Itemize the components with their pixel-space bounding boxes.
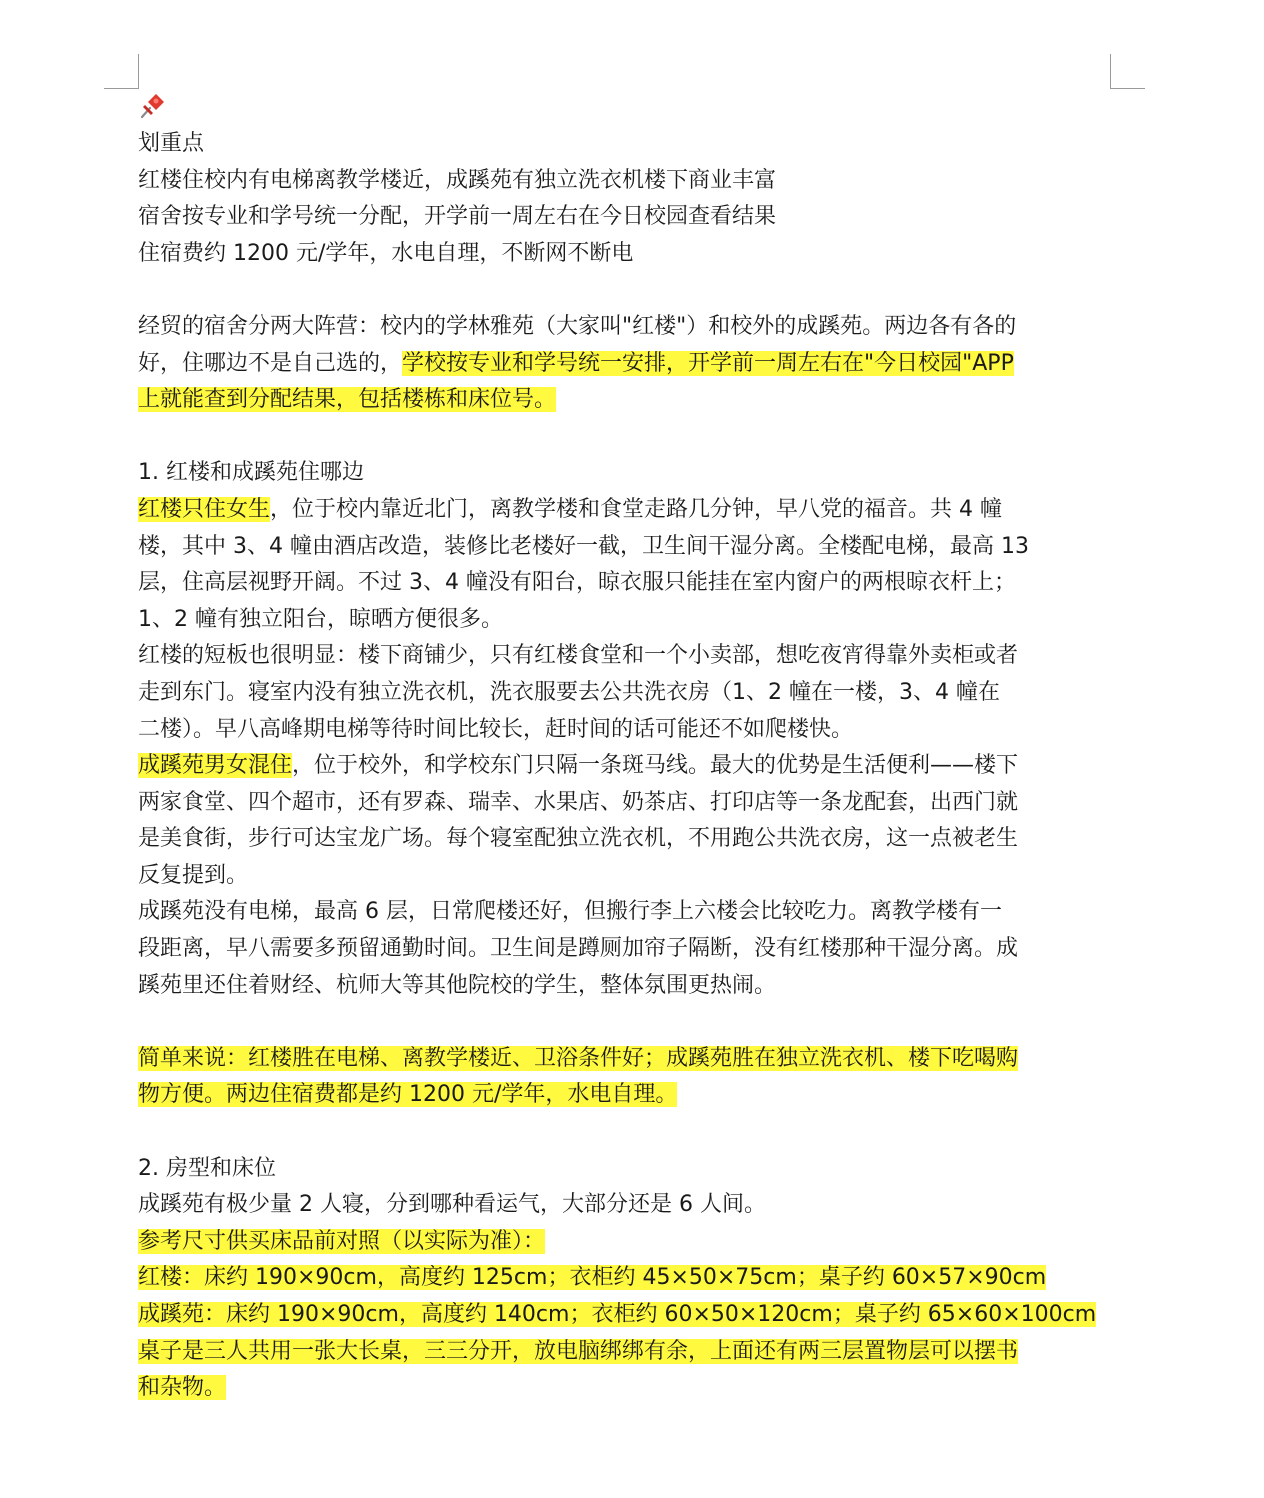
paragraph-text: ，位于校外，和学校东门只隔一条斑马线。最大的优势是生活便利——楼下 (292, 753, 1019, 779)
intro-line (138, 346, 1118, 383)
paragraph-line: 蹊苑里还住着财经、杭师大等其他院校的学生，整体氛围更热闹。 (138, 972, 777, 998)
page-corner-mark-top-left (104, 54, 139, 89)
highlighted-text: 红楼只住女生 (138, 496, 271, 522)
paragraph-line: 走到东门。寝室内没有独立洗衣机，洗衣服要去公共洗衣房（1、2 幢在一楼，3、4 幢在 (138, 679, 1000, 705)
intro-line (138, 309, 1118, 346)
pushpin-icon (138, 86, 1118, 126)
paragraph-line: 两家食堂、四个超市，还有罗森、瑞幸、水果店、奶茶店、打印店等一条龙配套，出西门就 (138, 789, 1019, 815)
intro-line (138, 382, 1118, 419)
highlighted-text: 红楼：床约 190×90cm，高度约 125cm；衣柜约 45×50×75cm；桌子约 60×57×90cm (138, 1265, 1047, 1291)
highlighted-text: 成蹊苑男女混住 (138, 753, 293, 779)
highlighted-text: 成蹊苑：床约 190×90cm，高度约 140cm；衣柜约 60×50×120cm；桌子约 65×60×100cm (138, 1302, 1097, 1327)
summary-line: 住宿费约 1200 元/学年，水电自理，不断网不断电 (138, 240, 634, 266)
conclusion-line (138, 1077, 1118, 1114)
paragraph-line: 楼，其中 3、4 幢由酒店改造，装修比老楼好一截，卫生间干湿分离。全楼配电梯，最高 13 (138, 533, 1029, 559)
desk-line (138, 1370, 1118, 1407)
highlighted-text: 和杂物。 (138, 1375, 227, 1401)
highlighted-text: 上就能查到分配结果，包括楼栋和床位号。 (138, 387, 557, 413)
paragraph-line (138, 748, 1118, 785)
paragraph-line: 二楼）。早八高峰期电梯等待时间比较长，赶时间的话可能还不如爬楼快。 (138, 716, 854, 742)
paragraph-line: 反复提到。 (138, 862, 249, 888)
paragraph-line: 成蹊苑有极少量 2 人寝，分到哪种看运气，大部分还是 6 人间。 (138, 1192, 766, 1218)
highlighted-text: 物方便。两边住宿费都是约 1200 元/学年，水电自理。 (138, 1082, 678, 1108)
summary-title: 划重点 (138, 131, 205, 156)
paragraph-line: 层，住高层视野开阔。不过 3、4 幢没有阳台，晾衣服只能挂在室内窗户的两根晾衣杆上； (138, 570, 1016, 596)
paragraph-line: 1、2 幢有独立阳台，晾晒方便很多。 (138, 606, 503, 632)
highlighted-text: 桌子是三人共用一张大长桌，三三分开，放电脑绑绑有余，上面还有两三层置物层可以摆书 (138, 1338, 1019, 1364)
paragraph-line (138, 492, 1118, 529)
desk-line (138, 1334, 1118, 1371)
highlighted-text: 参考尺寸供买床品前对照（以实际为准）： (138, 1228, 546, 1254)
reference-line (138, 1224, 1118, 1261)
highlighted-text: 简单来说：红楼胜在电梯、离教学楼近、卫浴条件好；成蹊苑胜在独立洗衣机、楼下吃喝购 (138, 1045, 1019, 1071)
paragraph-line: 段距离，早八需要多预留通勤时间。卫生间是蹲厕加帘子隔断，没有红楼那种干湿分离。成 (138, 936, 1019, 962)
intro-text: 好，住哪边不是自己选的， (138, 350, 403, 376)
paragraph-line: 成蹊苑没有电梯，最高 6 层，日常爬楼还好，但搬行李上六楼会比较吃力。离教学楼有一 (138, 899, 1002, 925)
conclusion-line (138, 1041, 1118, 1078)
paragraph-line: 红楼的短板也很明显：楼下商铺少，只有红楼食堂和一个小卖部，想吃夜宵得靠外卖柜或者 (138, 643, 1019, 669)
summary-line: 宿舍按专业和学号统一分配，开学前一周左右在今日校园查看结果 (138, 204, 777, 230)
size-line-chengxi (138, 1297, 1118, 1334)
document-body (138, 86, 1118, 1407)
summary-line: 红楼住校内有电梯离教学楼近，成蹊苑有独立洗衣机楼下商业丰富 (138, 167, 777, 193)
highlighted-text: 学校按专业和学号统一安排，开学前一周左右在"今日校园"APP (402, 350, 1014, 376)
intro-text: 经贸的宿舍分两大阵营：校内的学林雅苑（大家叫"红楼"）和校外的成蹊苑。两边各有各的 (138, 313, 1017, 339)
size-line-honglou (138, 1260, 1118, 1297)
page-corner-mark-top-right (1110, 54, 1145, 89)
section-heading: 2. 房型和床位 (138, 1155, 276, 1181)
paragraph-text: ，位于校内靠近北门，离教学楼和食堂走路几分钟，早八党的福音。共 4 幢 (270, 496, 1003, 522)
section-heading: 1. 红楼和成蹊苑住哪边 (138, 460, 364, 486)
paragraph-line: 是美食街，步行可达宝龙广场。每个寝室配独立洗衣机，不用跑公共洗衣房，这一点被老生 (138, 826, 1019, 852)
